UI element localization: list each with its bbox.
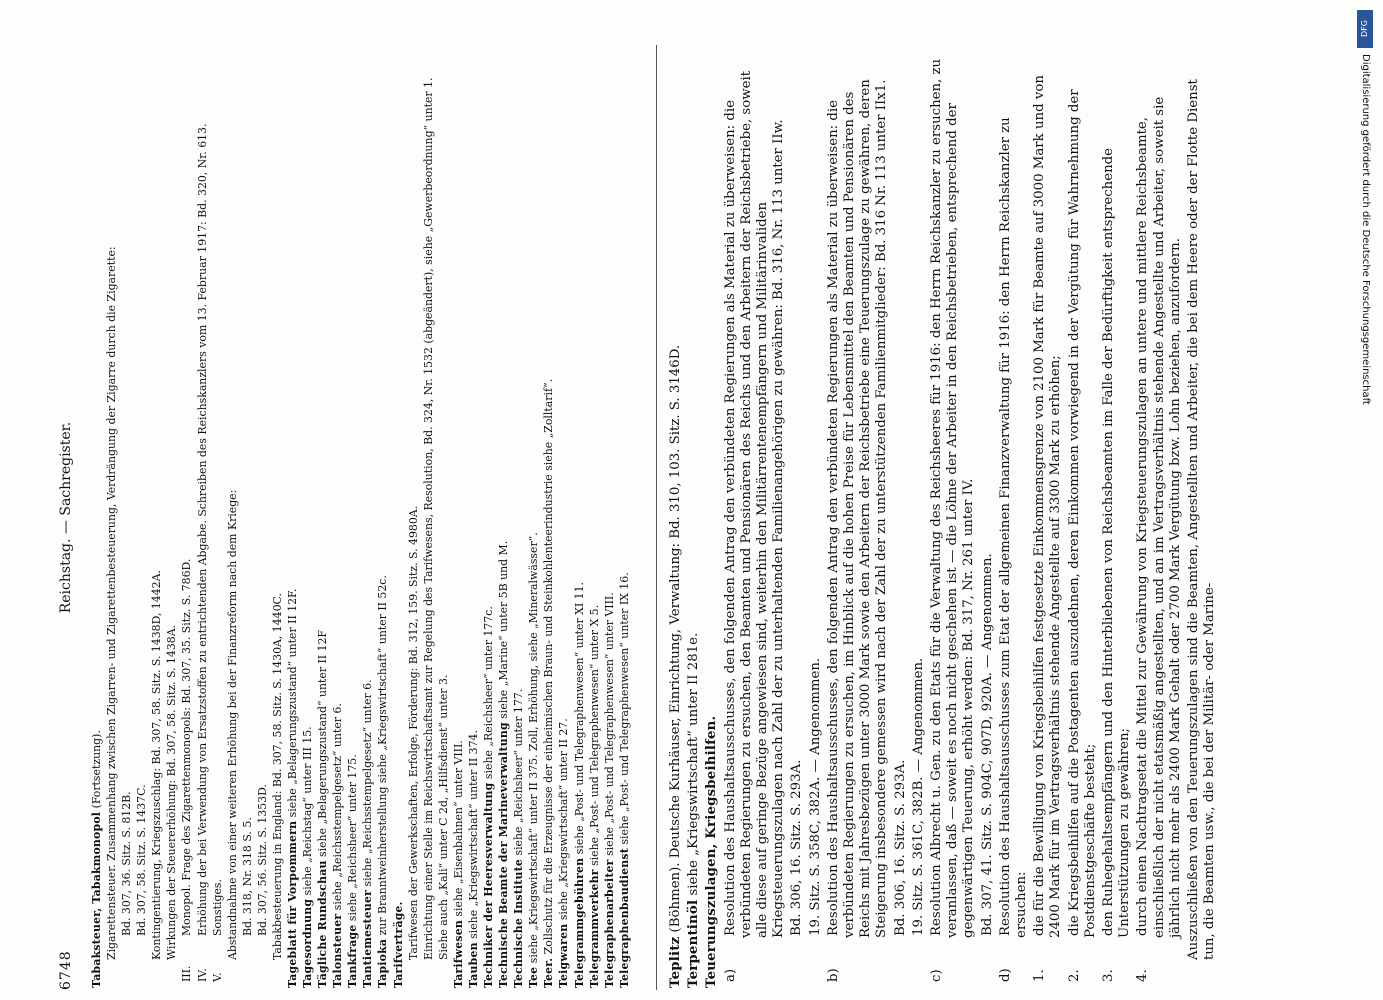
entry-reference: siehe „Kriegswirtschaft“ unter II 374.	[466, 730, 480, 943]
item-number: b)	[825, 968, 841, 982]
sub-entry: Zigarettensteuer. Zusammenhang zwischen Zigarren- und Zigarettenbesteuerung, Verdrängung der Zigarre durch die Zigarette:	[105, 246, 119, 960]
citation-line: Bd. 318, Nr. 318 S. 5.	[240, 817, 254, 936]
entry-reference: siehe „Kriegswirtschaft“ unter II 281e.	[686, 632, 702, 900]
index-entry	[346, 58, 359, 988]
entry-reference: Zollschutz für die Erzeugnisse der einheimischen Braun- und Steinkohlenteerindustrie siehe „Zolltarif“.	[542, 378, 556, 958]
entry-reference: siehe „Reichsheer“ unter 177c.	[482, 606, 496, 783]
entry-heading: Tankfrage	[346, 924, 360, 988]
numbered-item	[1066, 58, 1099, 982]
index-entry	[286, 58, 299, 988]
sub-entry: Kontingentierung, Kriegszuschlag: Bd. 307, 58. Sitz. S. 1438D, 1442A.	[150, 570, 164, 960]
digitization-credit: Digitalisierung gefördert durch die Deutsche Forschungsgemeinschaft	[1360, 54, 1371, 405]
item-text: Sonstiges.	[210, 879, 224, 936]
numbered-item	[1101, 58, 1133, 982]
index-entry	[376, 58, 389, 988]
sub-entry: Tarifwesen der Gewerkschaften, Erfolge, Förderung: Bd. 312, 159. Sitz. S. 4980A.	[406, 505, 420, 960]
right-column	[668, 58, 1268, 988]
index-entry	[542, 58, 555, 988]
index-entry	[512, 58, 525, 988]
item-text: Resolution des Haushaltsausschusses, den folgenden Antrag den verbündeten Regierungen als Material zu überweisen: die verbündeten Regierungen zu ersuchen, den Beamten und Pensionären des Reichs und den Arbeitern der Reichsbetriebe, soweit alle diese auf geringe Bezüge angewiesen sind, weiterhin den Militärrentenempfängern und Militärinvaliden Kriegsteuerungszulagen nach Zahl der zu unterhaltenden Familienangehörigen zu gewähren: Bd. 316, Nr. 113 unter IIw.	[722, 70, 787, 938]
entry-heading: Tarifverträge.	[391, 901, 405, 988]
index-entry	[392, 58, 405, 988]
citation-line: 19. Sitz. S. 361C, 382B. — Angenommen.	[910, 657, 926, 936]
item-text: den Ruhegehaltsempfängern und den Hinterbliebenen von Reichsbeamten im Falle der Bedürftigkeit entsprechende Unterstützungen zu gewähren;	[1101, 147, 1133, 938]
numbered-item	[997, 58, 1030, 982]
item-text: die für die Bewilligung von Kriegsbeihilfen festgesetzte Einkommensgrenze von 2100 Mark für Beamte auf 3000 Mark und von 2400 Mark für im Vertragsverhältnis stehende Angestellte auf 3300 Mark zu erhöhen;	[1032, 75, 1064, 938]
citation-line: Bd. 307, 41. Sitz. S. 904C, 907D, 920A. — Angenommen.	[979, 553, 995, 936]
numbered-item	[825, 58, 891, 982]
rotated-page	[50, 45, 1350, 990]
index-entry	[90, 58, 103, 988]
numbered-item	[210, 58, 224, 982]
index-entry	[557, 58, 570, 988]
numbered-item	[1032, 58, 1064, 982]
index-entry	[331, 58, 344, 988]
column-divider	[656, 45, 657, 990]
entry-reference: siehe „Belagerungszustand“ unter II 12F	[316, 630, 330, 861]
sub-entry: Abstandnahme von einer weiteren Erhöhung bei der Finanzreform nach dem Kriege:	[225, 489, 239, 960]
index-entry	[686, 58, 702, 988]
entry-heading: Teer.	[542, 957, 556, 988]
citation-line: Bd. 307, 56. Sitz. S. 1353D.	[255, 784, 269, 936]
entry-heading: Tauben	[466, 942, 480, 988]
entry-heading: Techniker der Heeresverwaltung	[482, 782, 496, 988]
entry-heading: Telegraphenarbeiter	[602, 859, 616, 988]
entry-heading: Talonsteuer	[331, 913, 345, 988]
item-number: d)	[997, 968, 1013, 982]
item-number: 3.	[1101, 969, 1117, 982]
sub-entry: Siehe auch „Kali“ unter C 2d, „Hilfsdienst“ unter 3.	[436, 674, 450, 960]
entry-heading: Teplitz	[668, 936, 683, 988]
sidebar	[1355, 10, 1375, 985]
item-text: Resolution des Haushaltsausschusses, den folgenden Antrag den verbündeten Regierungen als Material zu überweisen: die verbündeten Regierungen zu ersuchen, im Hinblick auf die hohen Preise für Lebensmittel den Beamten und Pensionären des Reichs mit Jahresbezügen unter 3000 Mark sowie den Arbeitern der Reichsbetriebe eine Teuerungszulage zu gewähren, deren Steigerung insbesondere gemessen wird nach der Zahl der zu unterstützenden Familienmitglieder: Bd. 316 Nr. 113 unter IIx1.	[825, 79, 890, 938]
entry-reference: siehe „Post- und Telegraphenwesen“ unter XI 11.	[572, 582, 586, 858]
entry-reference: siehe „Reichsstempelgesetz“ unter 6.	[361, 679, 375, 890]
entry-heading: Telegrammgebühren	[572, 857, 586, 988]
item-number: V.	[210, 972, 224, 982]
entry-heading: Terpentinöl	[686, 899, 702, 988]
numbered-item	[195, 58, 209, 982]
entry-reference: zur Branntweinherstellung siehe „Kriegswirtschaft“ unter II 52c.	[376, 575, 390, 939]
entry-heading: Telegrammverkehr	[587, 869, 601, 988]
entry-reference: siehe „Marine“ unter 5B und M.	[497, 540, 511, 723]
entry-heading: Tagesordnung	[301, 898, 315, 988]
index-entry	[482, 58, 495, 988]
entry-reference: (Fortsetzung).	[90, 730, 103, 812]
entry-heading: Tägliche Rundschau	[316, 860, 330, 988]
index-entry	[316, 58, 329, 988]
citation-line: Bd. 307, 36. Sitz. S. 812B.	[120, 791, 134, 936]
entry-heading: Telegraphenbaudienst	[617, 848, 631, 988]
entry-heading: Tantiemesteuer	[361, 889, 375, 988]
page-number: 6748	[58, 950, 74, 990]
entry-heading: Tabaksteuer, Tabakmonopol	[90, 811, 103, 988]
index-entry	[588, 58, 601, 988]
entry-reference: (Böhmen). Deutsche Kurhäuser, Einrichtung, Verwaltung: Bd. 310, 103. Sitz. S. 3146D.	[668, 344, 683, 937]
entry-reference: siehe „Post- und Telegraphenwesen“ unter IX 16.	[617, 572, 631, 848]
index-entry	[603, 58, 616, 988]
citation-line: Bd. 306, 16. Sitz. S. 293A.	[789, 759, 805, 936]
numbered-item	[722, 58, 788, 982]
entry-heading: Tarifwesen	[451, 920, 465, 988]
item-text: Resolution Albrecht u. Gen. zu den Etats für die Verwaltung des Reichsheeres für 1916: den Herrn Reichskanzler zu ersuchen, zu veranlassen, daß — soweit es noch nicht geschehen ist — die Löhne der Arbeiter in den Reichsbetrieben, entsprechend der gegenwärtigen Teuerung, erhöht werden: Bd. 317, Nr. 261 unter IV.	[929, 58, 977, 938]
entry-reference: siehe „Post- und Telegraphenwesen“ unter X 5.	[587, 604, 601, 870]
entry-reference: siehe „Post- und Telegraphenwesen“ unter VIII.	[602, 592, 616, 860]
item-number: IV.	[195, 968, 209, 982]
sub-entry: Tabakbesteuerung in England: Bd. 307, 58. Sitz. S. 1430A, 1440C.	[270, 593, 284, 960]
entry-reference: siehe „Reichsheer“ unter 177.	[512, 688, 526, 859]
numbered-item	[1135, 58, 1184, 982]
item-text: Monopol. Frage des Zigarettenmonopols: Bd. 307, 35. Sitz. S. 786D.	[180, 558, 194, 936]
index-entry	[452, 58, 465, 988]
item-number: 1.	[1032, 969, 1048, 982]
citation-line: 19. Sitz. S. 358C, 382A. — Angenommen.	[807, 657, 823, 936]
item-number: c)	[929, 969, 945, 982]
entry-reference: siehe „Belagerungszustand“ unter II 12F.	[286, 588, 300, 821]
citation-line: Bd. 307, 58. Sitz. S. 1437C.	[135, 784, 149, 936]
page-title: Reichstag. — Sachregister.	[58, 421, 74, 614]
citation-line: Bd. 306, 16. Sitz. S. 293A.	[892, 759, 908, 936]
sub-entry: Wirkungen der Steuererhöhung: Bd. 307, 58. Sitz. S. 1438A.	[165, 624, 179, 960]
entry-heading: Tee	[527, 966, 541, 988]
item-text: durch einen Nachtragsetat die Mittel zur Gewährung von Kriegsteuerungszulagen an untere und mittlere Reichsbeamte, einschließlich der nicht etatsmäßig angestellten, und an im Vertragsverhältnis stehende Angestellte und Arbeiter, soweit sie jährlich nicht mehr als 2400 Mark Gehalt oder 2700 Mark Vergütung bzw. Lohn beziehen, anzufordern.	[1135, 96, 1183, 938]
entry-heading: Teigwaren	[557, 923, 571, 988]
running-header	[50, 45, 86, 990]
item-number: III.	[180, 965, 194, 982]
item-number: 2.	[1066, 969, 1082, 982]
entry-heading: Technische Institute	[512, 858, 526, 988]
sub-entry: Einrichtung einer Stelle im Reichswirtschaftsamt zur Regelung des Tarifwesens, Resolution, Bd. 324, Nr. 1532 (abgeändert), siehe „Gewerbeordnung“ unter 1.	[421, 77, 435, 960]
entry-heading: Tapioka	[376, 938, 390, 988]
entry-reference: siehe „Eisenbahnen“ unter VIII.	[451, 740, 465, 921]
index-entry	[301, 58, 314, 988]
index-entry	[361, 58, 374, 988]
entry-reference: siehe „Reichstag“ unter III 15.	[301, 726, 315, 899]
numbered-item	[929, 58, 978, 982]
numbered-item	[180, 58, 194, 982]
item-text: Erhöhung der bei Verwendung von Ersatzstoffen zu entrichtenden Abgabe. Schreiben des Reichskanzlers vom 13. Februar 1917: Bd. 320, Nr. 613.	[195, 123, 209, 936]
index-entry	[467, 58, 480, 988]
index-entry	[527, 58, 540, 988]
item-number: 4.	[1135, 969, 1151, 982]
dfg-logo: DFG	[1357, 10, 1373, 48]
index-entry	[573, 58, 586, 988]
entry-reference: siehe „Reichsheer“ unter 175.	[346, 754, 360, 925]
item-text: die Kriegsbeihilfen auf die Postagenten auszudehnen, deren Einkommen vorwiegend in der Vergütung für Wahrnehmung der Postdienstgeschäfte besteht;	[1066, 89, 1098, 938]
index-entry	[618, 58, 631, 988]
item-number: a)	[722, 968, 738, 982]
entry-heading: Teuerungszulagen, Kriegsbeihilfen.	[704, 715, 720, 988]
index-entry	[497, 58, 510, 988]
left-column	[90, 58, 650, 988]
entry-reference: siehe „Kriegswirtschaft“ unter II 27.	[557, 718, 571, 924]
item-text: Resolution des Haushaltsausschusses zum Etat der allgemeinen Finanzverwaltung für 1916: den Herrn Reichskanzler zu ersuchen:	[997, 117, 1030, 938]
sub-entry: Auszuschließen von den Teuerungszulagen sind die Beamten, Angestellten und Arbeiter, die bei dem Heere oder der Flotte Dienst tun, die Beamten usw., die bei der Militär- oder Marine-	[1186, 79, 1218, 960]
entry-reference: siehe „Kriegswirtschaft“ unter II 375. Zoll, Erhöhung, siehe „Mineralwässer“.	[527, 532, 541, 967]
entry-heading: Tageblatt für Vorpommern	[286, 820, 300, 988]
entry-reference: siehe „Reichsstempelgesetz“ unter 6.	[331, 703, 345, 914]
index-entry	[668, 58, 684, 988]
index-entry	[704, 58, 720, 988]
entry-heading: Technische Beamte der Marineverwaltung	[497, 722, 511, 988]
